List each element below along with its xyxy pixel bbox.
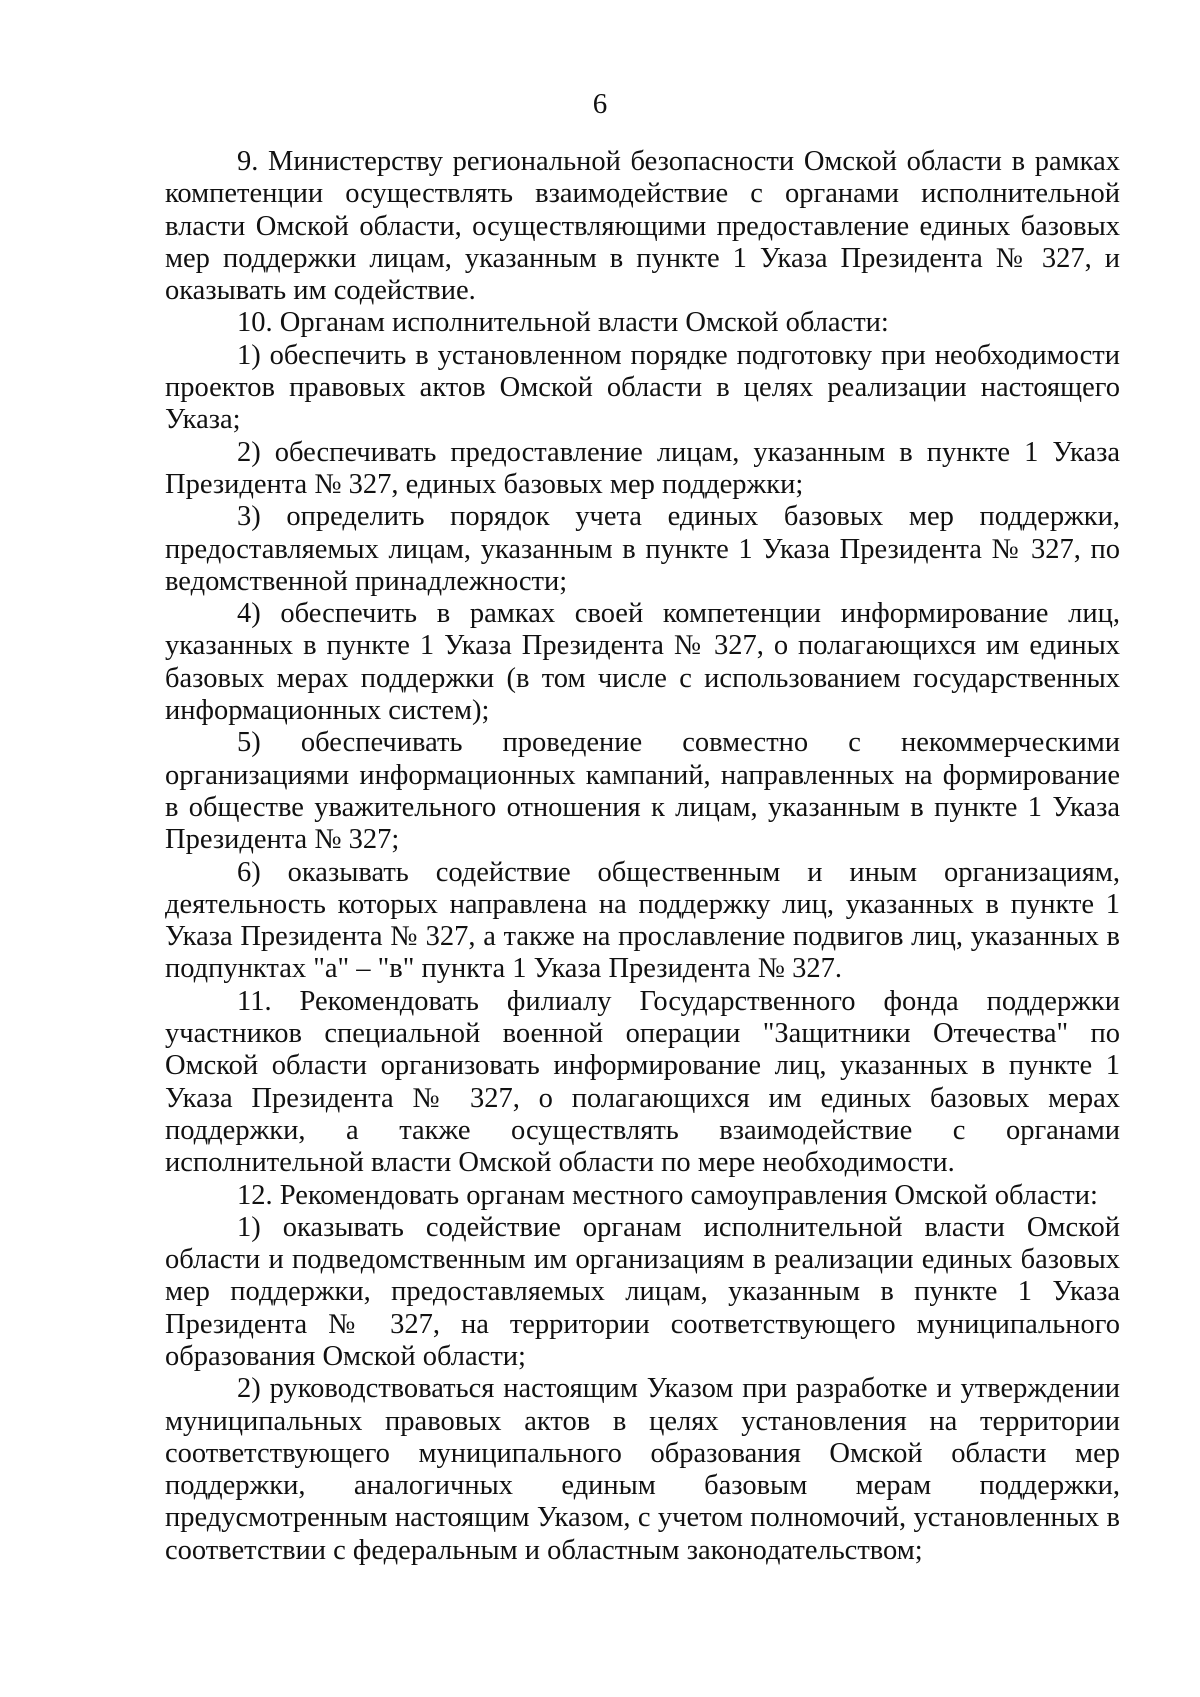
paragraph-11: 11. Рекомендовать филиалу Государственного фонда поддержки участников специальной военной операции "Защитники Отечества" по Омской области организовать информирование лиц, указанных в пункте 1 Указа Президента № 327, о полагающихся им единых базовых мерах поддержки, а также осуществлять взаимодействие с органами исполнительной власти Омской области по мере необходимости. — [165, 985, 1120, 1179]
paragraph-10-item-5: 5) обеспечивать проведение совместно с некоммерческими организациями информационных кампаний, направленных на формирование в обществе уважительного отношения к лицам, указанным в пункте 1 Указа Президента № 327; — [165, 727, 1120, 856]
paragraph-10-item-6: 6) оказывать содействие общественным и иным организациям, деятельность которых направлена на поддержку лиц, указанных в пункте 1 Указа Президента № 327, а также на прославление подвигов лиц, указанных в подпунктах "а" – "в" пункта 1 Указа Президента № 327. — [165, 856, 1120, 985]
paragraph-9: 9. Министерству региональной безопасности Омской области в рамках компетенции осуществлять взаимодействие с органами исполнительной власти Омской области, осуществляющими предоставление единых базовых мер поддержки лицам, указанным в пункте 1 Указа Президента № 327, и оказывать им содействие. — [165, 146, 1120, 307]
paragraph-10-item-4: 4) обеспечить в рамках своей компетенции информирование лиц, указанных в пункте 1 Указа Президента № 327, о полагающихся им единых базовых мерах поддержки (в том числе с использованием государственных информационных систем); — [165, 598, 1120, 727]
paragraph-12: 12. Рекомендовать органам местного самоуправления Омской области: — [237, 1179, 1098, 1211]
document-body — [165, 146, 1120, 1567]
paragraph-12-item-1: 1) оказывать содействие органам исполнительной власти Омской области и подведомственным им организациям в реализации единых базовых мер поддержки, предоставляемых лицам, указанным в пункте 1 Указа Президента № 327, на территории соответствующего муниципального образования Омской области; — [165, 1211, 1120, 1372]
paragraph-10-item-1: 1) обеспечить в установленном порядке подготовку при необходимости проектов правовых актов Омской области в целях реализации настоящего Указа; — [165, 339, 1120, 436]
paragraph-10: 10. Органам исполнительной власти Омской области: — [237, 307, 889, 339]
paragraph-10-item-2: 2) обеспечивать предоставление лицам, указанным в пункте 1 Указа Президента № 327, единых базовых мер поддержки; — [165, 436, 1120, 500]
paragraph-12-item-2: 2) руководствоваться настоящим Указом при разработке и утверждении муниципальных правовых актов в целях установления на территории соответствующего муниципального образования Омской области мер поддержки, аналогичных единым базовым мерам поддержки, предусмотренным настоящим Указом, с учетом полномочий, установленных в соответствии с федеральным и областным законодательством; — [165, 1373, 1120, 1566]
page-number: 6 — [592, 88, 608, 120]
paragraph-10-item-3: 3) определить порядок учета единых базовых мер поддержки, предоставляемых лицам, указанным в пункте 1 Указа Президента № 327, по ведомственной принадлежности; — [165, 501, 1120, 597]
